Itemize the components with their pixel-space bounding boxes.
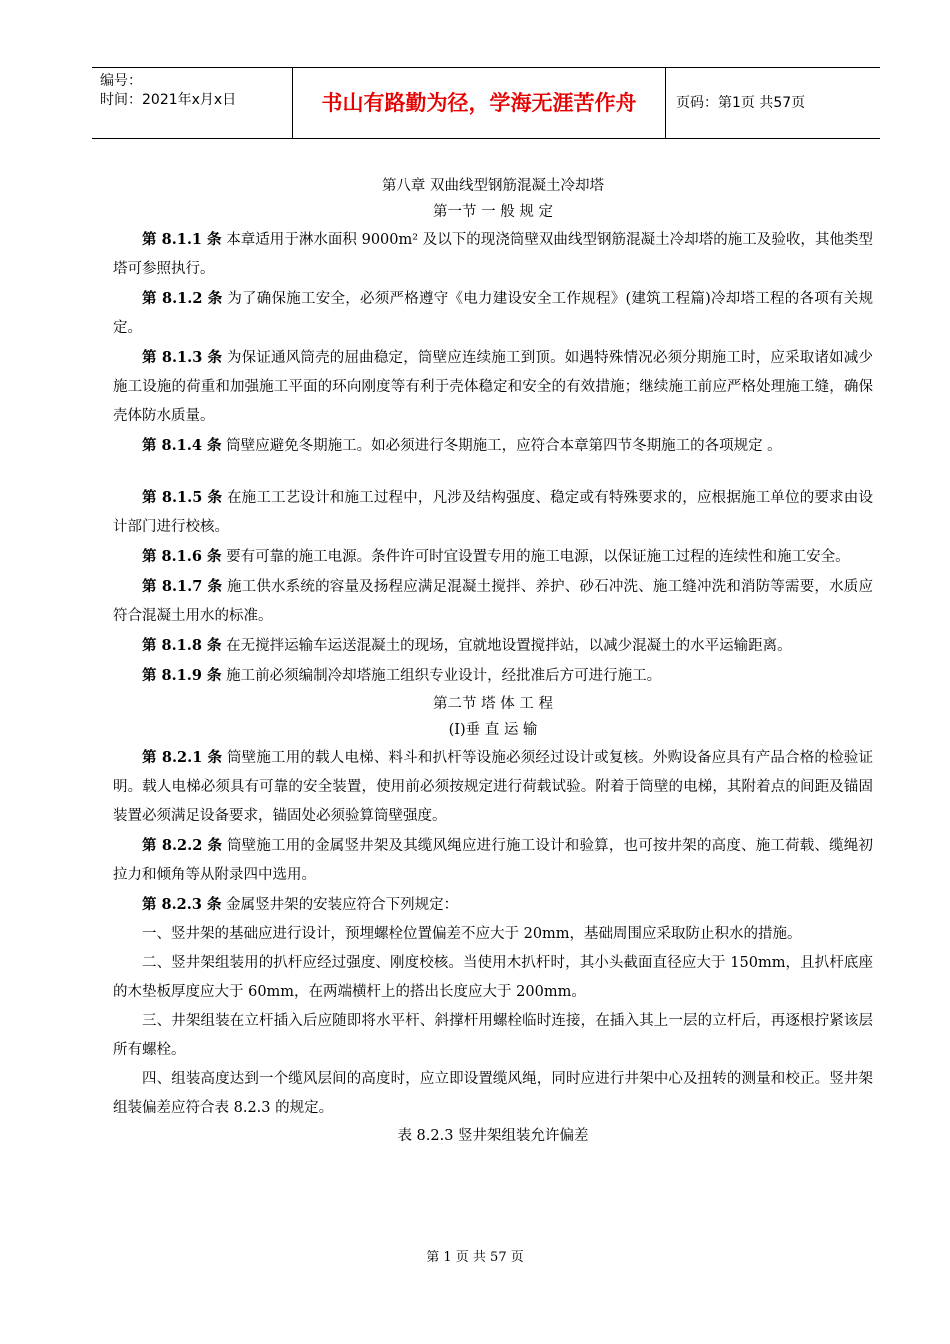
section-title-2: 第二节 塔 体 工 程 (433, 696, 553, 712)
clause: 第 8.1.4 条 筒壁应避免冬期施工。如必须进行冬期施工，应符合本章第四节冬期施工的各项规定 。 (142, 437, 782, 454)
time-label: 时间：2021年x月x日 (100, 92, 237, 108)
clause: 第 8.1.6 条 要有可靠的施工电源。条件许可时宜设置专用的施工电源，以保证施工过程的连续性和施工安全。 (142, 548, 850, 565)
clause: 第 8.1.2 条 为了确保施工安全，必须严格遵守《电力建设安全工作规程》(建筑工程篇)冷却塔工程的各项有关规定。 (113, 290, 873, 336)
section-title-1: 第一节 一 般 规 定 (433, 204, 553, 220)
clause: 第 8.2.1 条 筒壁施工用的载人电梯、料斗和扒杆等设施必须经过设计或复核。外购设备应具有产品合格的检验证明。载人电梯必须具有可靠的安全装置，使用前必须按规定进行荷载试验。附着于筒壁的电梯，其附着点的间距及锚固装置必须满足设备要求，锚固处必须验算筒壁强度。 (113, 749, 873, 824)
clause: 第 8.1.9 条 施工前必须编制冷却塔施工组织专业设计，经批准后方可进行施工。 (142, 667, 662, 684)
number-label: 编号： (100, 73, 142, 89)
list-item: 四、组装高度达到一个缆风层间的高度时，应立即设置缆风绳，同时应进行井架中心及扭转的测量和校正。竖井架组装偏差应符合表 8.2.3 的规定。 (113, 1071, 873, 1116)
document-body (113, 173, 873, 1149)
clause: 第 8.2.3 条 金属竖井架的安装应符合下列规定： (142, 896, 459, 913)
page-label: 页码：第1页 共57页 (676, 95, 806, 111)
header-table (92, 67, 880, 139)
clause: 第 8.1.8 条 在无搅拌运输车运送混凝土的现场，宜就地设置搅拌站，以减少混凝土的水平运输距离。 (142, 637, 792, 654)
header-left-cell (92, 68, 292, 138)
clause: 第 8.2.2 条 筒壁施工用的金属竖井架及其缆风绳应进行施工设计和验算，也可按井架的高度、施工荷载、缆绳初拉力和倾角等从附录四中选用。 (113, 837, 873, 883)
clause: 第 8.1.3 条 为保证通风筒壳的屈曲稳定，筒壁应连续施工到顶。如遇特殊情况必须分期施工时，应采取诸如减少施工设施的荷重和加强施工平面的环向刚度等有利于壳体稳定和安全的有效措施；继续施工前应严格处理施工缝，确保壳体防水质量。 (113, 349, 873, 424)
page-footer: 第 1 页 共 57 页 (426, 1250, 524, 1265)
table-caption: 表 8.2.3 竖井架组装允许偏差 (397, 1128, 589, 1144)
clause: 第 8.1.5 条 在施工工艺设计和施工过程中，凡涉及结构强度、稳定或有特殊要求的，应根据施工单位的要求由设计部门进行校核。 (113, 489, 873, 535)
list-item: 一、竖井架的基础应进行设计，预埋螺栓位置偏差不应大于 20mm，基础周围应采取防止积水的措施。 (142, 926, 802, 942)
chapter-title: 第八章 双曲线型钢筋混凝土冷却塔 (381, 178, 605, 194)
list-item: 三、井架组装在立杆插入后应随即将水平杆、斜撑杆用螺栓临时连接，在插入其上一层的立杆后，再逐根拧紧该层所有螺栓。 (113, 1013, 873, 1058)
subsection-title: (I)垂 直 运 输 (448, 722, 538, 738)
motto: 书山有路勤为径，学海无涯苦作舟 (292, 68, 666, 138)
spacer (113, 461, 873, 483)
clause: 第 8.1.7 条 施工供水系统的容量及扬程应满足混凝土搅拌、养护、砂石冲洗、施工缝冲洗和消防等需要，水质应符合混凝土用水的标准。 (113, 578, 873, 624)
clause: 第 8.1.1 条 本章适用于淋水面积 9000m² 及以下的现浇筒壁双曲线型钢筋混凝土冷却塔的施工及验收，其他类型塔可参照执行。 (113, 231, 873, 277)
list-item: 二、竖井架组装用的扒杆应经过强度、刚度校核。当使用木扒杆时，其小头截面直径应大于 150mm，且扒杆底座的木垫板厚度应大于 60mm，在两端横杆上的搭出长度应大于 200mm。 (113, 955, 873, 1000)
